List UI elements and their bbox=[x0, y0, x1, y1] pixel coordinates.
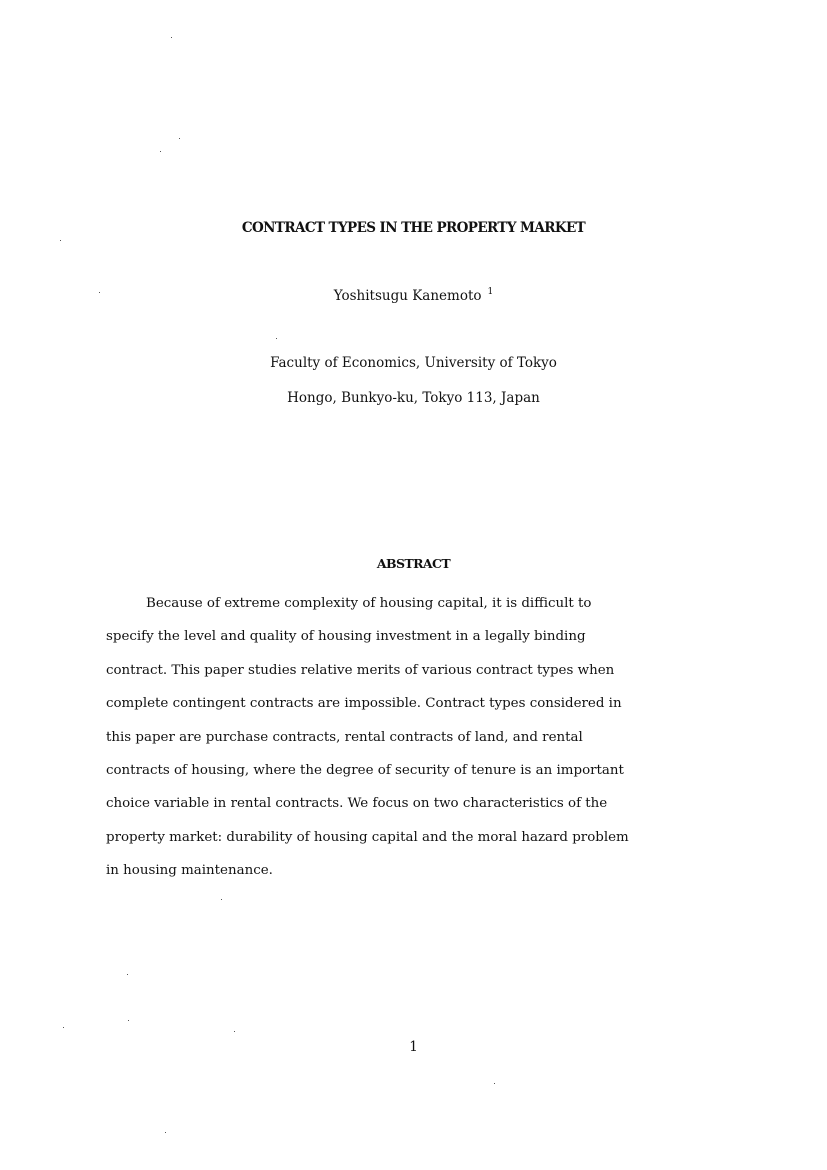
scan-speck bbox=[60, 240, 61, 241]
affiliation-line-1: Faculty of Economics, University of Tokyo bbox=[270, 355, 557, 371]
abstract-line: complete contingent contracts are impossible. Contract types considered in bbox=[106, 696, 622, 712]
abstract-body bbox=[106, 587, 742, 888]
abstract-line: Because of extreme complexity of housing capital, it is difficult to bbox=[146, 596, 592, 611]
abstract-line: contracts of housing, where the degree of security of tenure is an important bbox=[106, 763, 624, 779]
scan-speck bbox=[99, 292, 100, 293]
scan-speck bbox=[221, 899, 222, 900]
paper-title: CONTRACT TYPES IN THE PROPERTY MARKET bbox=[241, 220, 586, 236]
scan-speck bbox=[128, 1020, 129, 1021]
scan-speck bbox=[276, 338, 277, 339]
page-number: 1 bbox=[409, 1039, 418, 1055]
scan-speck bbox=[494, 1083, 495, 1084]
scan-speck bbox=[171, 37, 172, 38]
scan-speck bbox=[63, 1027, 64, 1028]
author-footnote-mark: 1 bbox=[487, 287, 494, 297]
abstract-line: specify the level and quality of housing investment in a legally binding bbox=[106, 629, 586, 645]
scan-speck bbox=[127, 974, 128, 975]
abstract-line: this paper are purchase contracts, rental contracts of land, and rental bbox=[106, 729, 583, 745]
scan-speck bbox=[179, 138, 180, 139]
scan-speck bbox=[165, 1132, 166, 1133]
scan-speck bbox=[160, 151, 161, 152]
author-line bbox=[0, 287, 827, 304]
scan-speck bbox=[234, 1031, 235, 1032]
abstract-line: in housing maintenance. bbox=[106, 863, 273, 879]
abstract-line: property market: durability of housing capital and the moral hazard problem bbox=[106, 829, 629, 845]
affiliation-line-2: Hongo, Bunkyo-ku, Tokyo 113, Japan bbox=[287, 390, 540, 406]
abstract-heading: ABSTRACT bbox=[376, 556, 451, 571]
abstract-line: choice variable in rental contracts. We focus on two characteristics of the bbox=[106, 796, 608, 812]
abstract-line: contract. This paper studies relative merits of various contract types when bbox=[106, 662, 615, 678]
author-name: Yoshitsugu Kanemoto bbox=[333, 288, 482, 304]
